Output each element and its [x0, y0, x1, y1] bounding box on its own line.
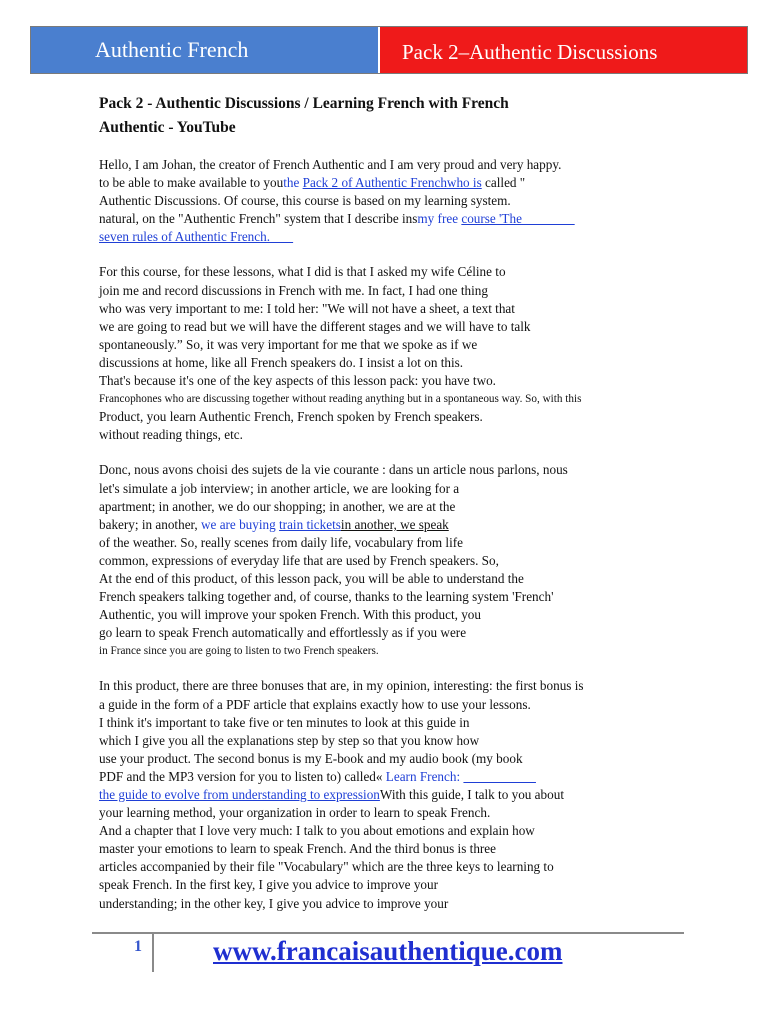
text-line: master your emotions to learn to speak French. And the third bonus is three [99, 841, 497, 857]
text-line: That's because it's one of the key aspects of this lesson pack: you have two. [99, 373, 496, 389]
text-line: which I give you all the explanations step by step so that you know how [99, 732, 480, 748]
text-line: I think it's important to take five or ten minutes to look at this guide in [99, 714, 470, 730]
paragraph-intro [99, 156, 699, 246]
pack2-link[interactable]: Pack 2 of Authentic French [302, 175, 447, 191]
text-line [99, 516, 699, 534]
text-line: spontaneously.” So, it was very important for me that we spoke as if we [99, 336, 478, 352]
text-span: natural, on the "Authentic French" system that I describe ins [99, 211, 418, 227]
train-tickets-link[interactable]: train tickets [279, 516, 341, 532]
document-body [99, 92, 699, 930]
text-line: Authentic Discussions. Of course, this course is based on my learning system. [99, 193, 511, 209]
page-header [30, 26, 748, 74]
text-line: discussions at home, like all French speakers do. I insist a lot on this. [99, 354, 464, 370]
text-span: PDF and the MP3 version for you to listen to) called« [99, 768, 386, 784]
text-line: Hello, I am Johan, the creator of French Authentic and I am very proud and very happy. [99, 157, 562, 172]
text-line: Authentic, you will improve your spoken French. With this product, you [99, 607, 481, 623]
website-link[interactable]: www.francaisauthentique.com [213, 936, 563, 966]
text-line: Francophones who are discussing together without reading anything but in a spontaneous way. So, with this [99, 393, 582, 406]
text-line: your learning method, your organization in order to learn to speak French. [99, 805, 491, 821]
text-line: use your product. The second bonus is my E-book and my audio book (my book [99, 750, 523, 766]
text-line: common, expressions of everyday life that are used by French speakers. So, [99, 552, 499, 568]
text-line: in France since you are going to listen to two French speakers. [99, 645, 379, 658]
text-line [99, 174, 699, 192]
text-line: who was very important to me: I told her: "We will not have a sheet, a text that [99, 300, 515, 316]
text-line: articles accompanied by their file "Vocabulary" which are the three keys to learning to [99, 859, 554, 875]
link-text: my free [417, 211, 462, 227]
text-span: With this guide, I talk to you about [379, 787, 564, 802]
text-line: let's simulate a job interview; in another article, we are looking for a [99, 480, 460, 496]
text-line [99, 228, 699, 246]
paragraph-course [99, 263, 699, 444]
free-course-link[interactable]: seven rules of Authentic French. [99, 229, 294, 245]
link-text: we are buying [201, 516, 280, 532]
text-line: French speakers talking together and, of course, thanks to the learning system 'French' [99, 589, 554, 605]
text-line: Donc, nous avons choisi des sujets de la vie courante : dans un article nous parlons, nous [99, 462, 568, 478]
text-line [99, 210, 699, 228]
text-line: understanding; in the other key, I give you advice to improve your [99, 895, 449, 911]
header-pack-title: Pack 2–Authentic Discussions [378, 27, 747, 73]
text-line [99, 768, 699, 786]
text-line: of the weather. So, really scenes from daily life, vocabulary from life [99, 534, 463, 550]
link-text[interactable]: who is [446, 175, 482, 191]
header-brand-title: Authentic French [31, 27, 378, 73]
paragraph-topics [99, 461, 699, 660]
ebook-link[interactable] [463, 769, 536, 784]
document-title-line: Authentic - YouTube [99, 119, 236, 136]
text-line: a guide in the form of a PDF article that explains exactly how to use your lessons. [99, 696, 531, 712]
page-number: 1 [134, 938, 142, 955]
text-span: in another, we speak [340, 516, 449, 532]
text-line [99, 786, 699, 804]
link-text: Learn French: [385, 768, 464, 784]
text-line: In this product, there are three bonuses that are, in my opinion, interesting: the first bonus is [99, 678, 584, 694]
text-line: go learn to speak French automatically and effortlessly as if you were [99, 625, 467, 641]
text-span: to be able to make available to you [99, 175, 284, 191]
text-line: we are going to read but we will have the different stages and we will have to talk [99, 318, 531, 334]
document-title-line: Pack 2 - Authentic Discussions / Learning French with French [99, 95, 509, 112]
text-line: apartment; in another, we do our shopping; in another, we are at the [99, 498, 456, 514]
paragraph-bonuses [99, 677, 699, 912]
text-line: Product, you learn Authentic French, French spoken by French speakers. [99, 409, 483, 425]
text-span: called " [481, 175, 526, 191]
text-line: speak French. In the first key, I give you advice to improve your [99, 877, 438, 893]
footer-vertical-divider [152, 934, 154, 972]
text-line: For this course, for these lessons, what I did is that I asked my wife Céline to [99, 264, 506, 280]
footer-divider [92, 932, 684, 934]
text-line: At the end of this product, of this lesson pack, you will be able to understand the [99, 570, 524, 586]
text-line: without reading things, etc. [99, 427, 243, 443]
document-title [99, 92, 699, 140]
text-line: join me and record discussions in French with me. In fact, I had one thing [99, 282, 488, 298]
link-text: the [283, 175, 303, 191]
text-span: bakery; in another, [99, 516, 202, 532]
text-line: And a chapter that I love very much: I talk to you about emotions and explain how [99, 823, 535, 839]
free-course-link[interactable]: course 'The [461, 211, 575, 227]
ebook-link[interactable]: the guide to evolve from understanding to expression [99, 787, 380, 802]
